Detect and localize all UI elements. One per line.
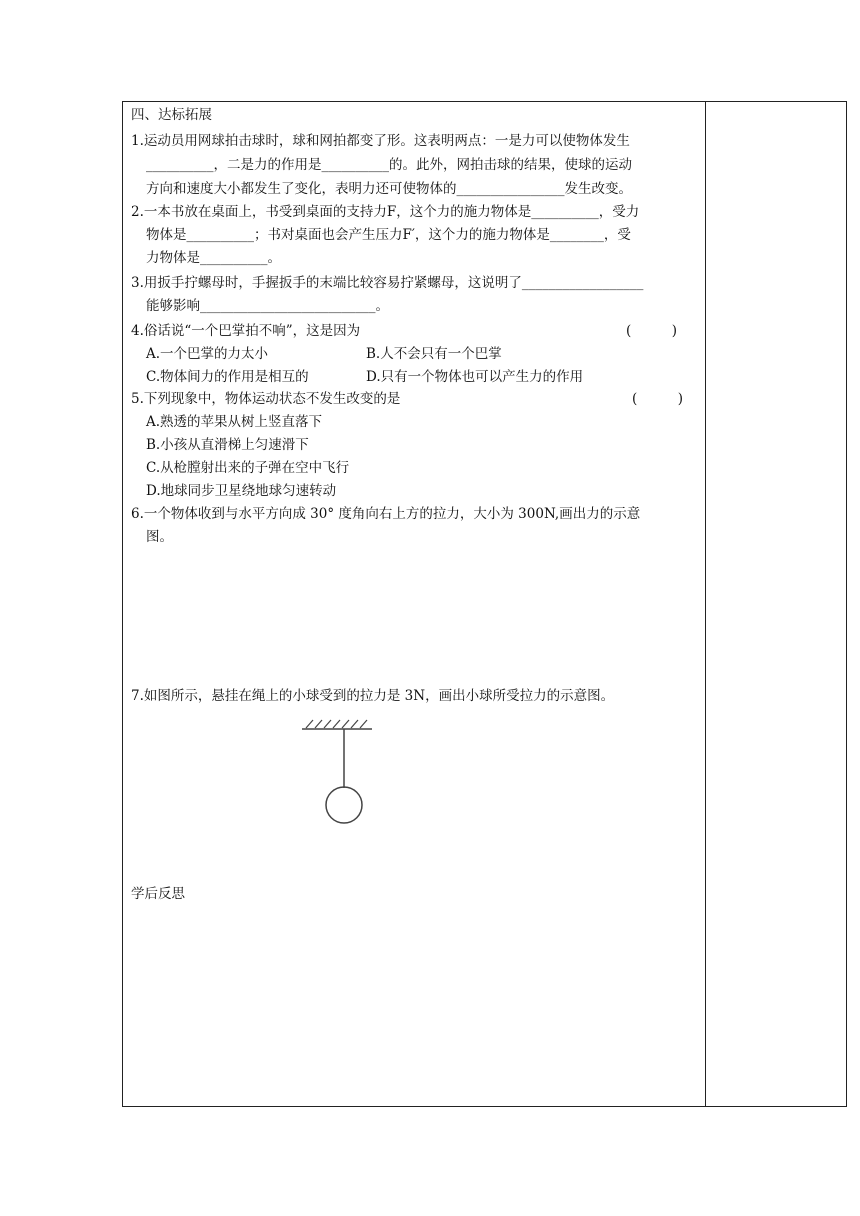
q1-line1: 1.运动员用网球拍击球时，球和网拍都变了形。这表明两点：一是力可以使物体发生: [131, 133, 630, 149]
q6-line1: 6.一个物体收到与水平方向成 30° 度角向右上方的拉力，大小为 300N,画出力的示意: [131, 506, 641, 522]
q2-line1: 2.一本书放在桌面上，书受到桌面的支持力F，这个力的施力物体是__________，受力: [131, 204, 640, 220]
q5-answer-paren: ( ): [632, 391, 684, 407]
section-title: 四、达标拓展: [131, 107, 212, 123]
q5-option-a: A.熟透的苹果从树上竖直落下: [146, 414, 323, 430]
q5-option-c: C.从枪膛射出来的子弹在空中飞行: [146, 460, 350, 476]
q4-option-a: A.一个巴掌的力太小: [146, 346, 269, 362]
q4-answer-paren: ( ): [626, 323, 678, 339]
q4-option-b: B.人不会只有一个巴掌: [366, 346, 502, 362]
q4-stem: 4.俗话说“一个巴掌拍不响”，这是因为: [131, 323, 361, 339]
q2-line2: 物体是__________；书对桌面也会产生压力F′，这个力的施力物体是________，受: [146, 227, 631, 243]
q4-option-d: D.只有一个物体也可以产生力的作用: [366, 369, 584, 385]
q5-option-b: B.小孩从直滑梯上匀速滑下: [146, 437, 309, 453]
q5-stem: 5.下列现象中，物体运动状态不发生改变的是: [131, 391, 401, 407]
ceiling-hatch: [306, 720, 367, 728]
q7-line1: 7.如图所示，悬挂在绳上的小球受到的拉力是 3N，画出小球所受拉力的示意图。: [131, 688, 615, 704]
hanging-ball-diagram: [296, 712, 382, 832]
q6-line2: 图。: [146, 529, 173, 545]
q4-option-c: C.物体间力的作用是相互的: [146, 369, 309, 385]
q1-line2: __________，二是力的作用是__________的。此外，网拍击球的结果，使球的运动: [146, 157, 632, 173]
q1-line3: 方向和速度大小都发生了变化，表明力还可使物体的________________发生改变。: [146, 181, 632, 197]
q5-option-d: D.地球同步卫星绕地球匀速转动: [146, 483, 337, 499]
table-column-divider: [705, 101, 706, 1107]
q3-line1: 3.用扳手拧螺母时，手握扳手的末端比较容易拧紧螺母，这说明了__________________: [131, 275, 644, 291]
q3-line2: 能够影响__________________________。: [146, 298, 389, 314]
q2-line3: 力物体是__________。: [146, 250, 281, 266]
ball: [326, 787, 362, 823]
reflection-label: 学后反思: [131, 886, 185, 902]
